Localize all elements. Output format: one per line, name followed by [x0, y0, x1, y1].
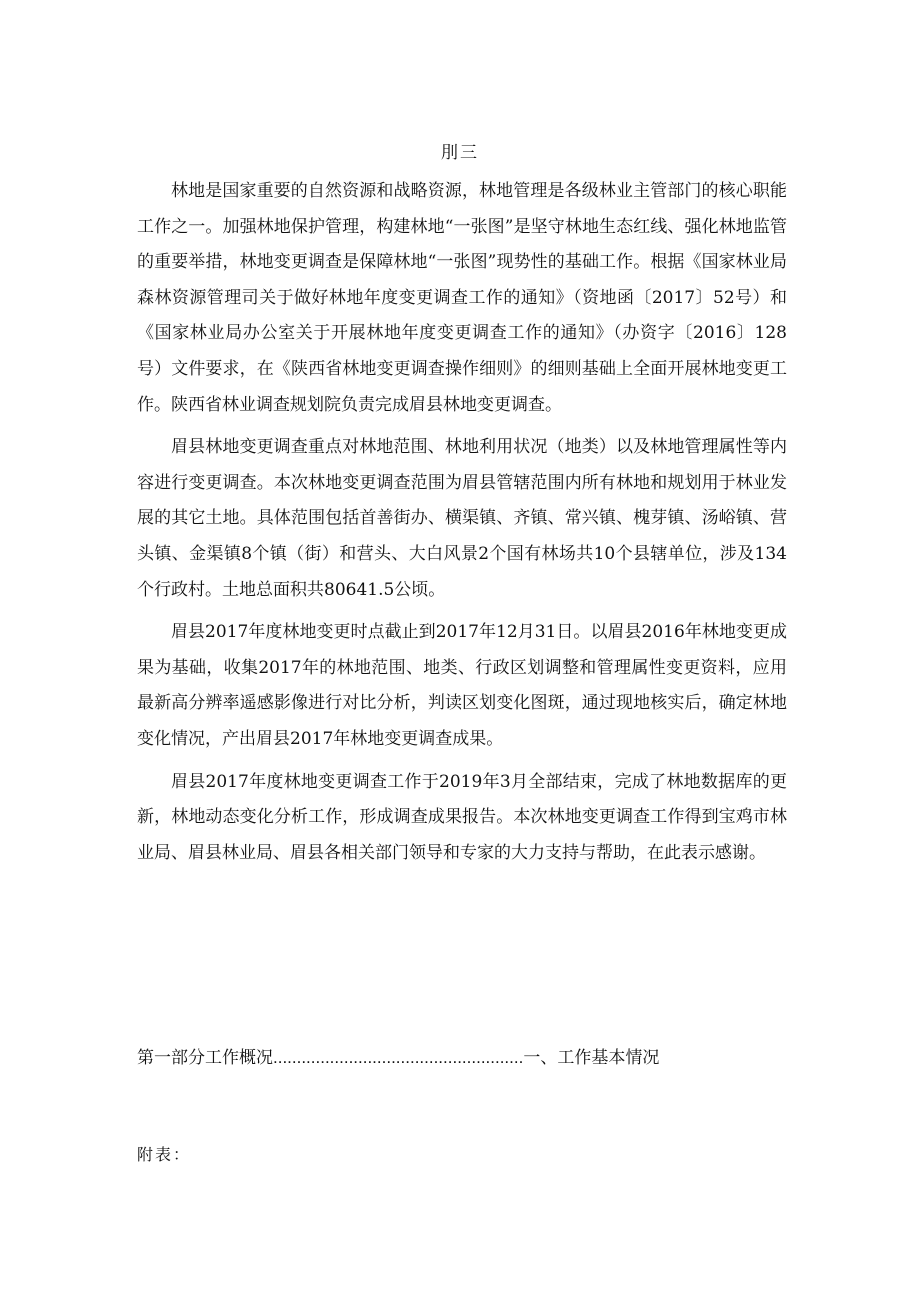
paragraph-4: 眉县2017年度林地变更调查工作于2019年3月全部结束，完成了林地数据库的更新，林地动态变化分析工作，形成调查成果报告。本次林地变更调查工作得到宝鸡市林业局、眉县林业局、眉县各相关部门领导和专家的大力支持与帮助，在此表示感谢。	[137, 771, 787, 863]
page-title: 刖三	[441, 143, 479, 163]
attachment-label: 附表：	[137, 1145, 192, 1164]
paragraph-2: 眉县林地变更调查重点对林地范围、林地利用状况（地类）以及林地管理属性等内容进行变更调查。本次林地变更调查范围为眉县管辖范围内所有林地和规划用于林业发展的其它土地。具体范围包括首善街办、横渠镇、齐镇、常兴镇、槐芽镇、汤峪镇、营头镇、金渠镇8个镇（街）和营头、大白风景2个国有林场共10个县辖单位，涉及134个行政村。土地总面积共80641.5公顷。	[137, 437, 787, 600]
paragraph-1: 林地是国家重要的自然资源和战略资源，林地管理是各级林业主管部门的核心职能工作之一。加强林地保护管理，构建林地“一张图”是坚守林地生态红线、强化林地监管的重要举措，林地变更调查是保障林地“一张图”现势性的基础工作。根据《国家林业局森林资源管理司关于做好林地年度变更调查工作的通知》（资地函〔2017〕52号）和《国家林业局办公室关于开展林地年度变更调查工作的通知》（办资字〔2016〕128号）文件要求，在《陕西省林地变更调查操作细则》的细则基础上全面开展林地变更工作。陕西省林业调查规划院负责完成眉县林地变更调查。	[137, 181, 787, 415]
paragraph-3: 眉县2017年度林地变更时点截止到2017年12月31日。以眉县2016年林地变更成果为基础，收集2017年的林地范围、地类、行政区划调整和管理属性变更资料，应用最新高分辨率遥感影像进行对比分析，判读区划变化图斑，通过现地核实后，确定林地变化情况，产出眉县2017年林地变更调查成果。	[137, 622, 787, 749]
preface-body	[137, 174, 787, 878]
toc-entry[interactable]: 第一部分工作概况.....................................................一、工作基本情况	[137, 1048, 660, 1067]
